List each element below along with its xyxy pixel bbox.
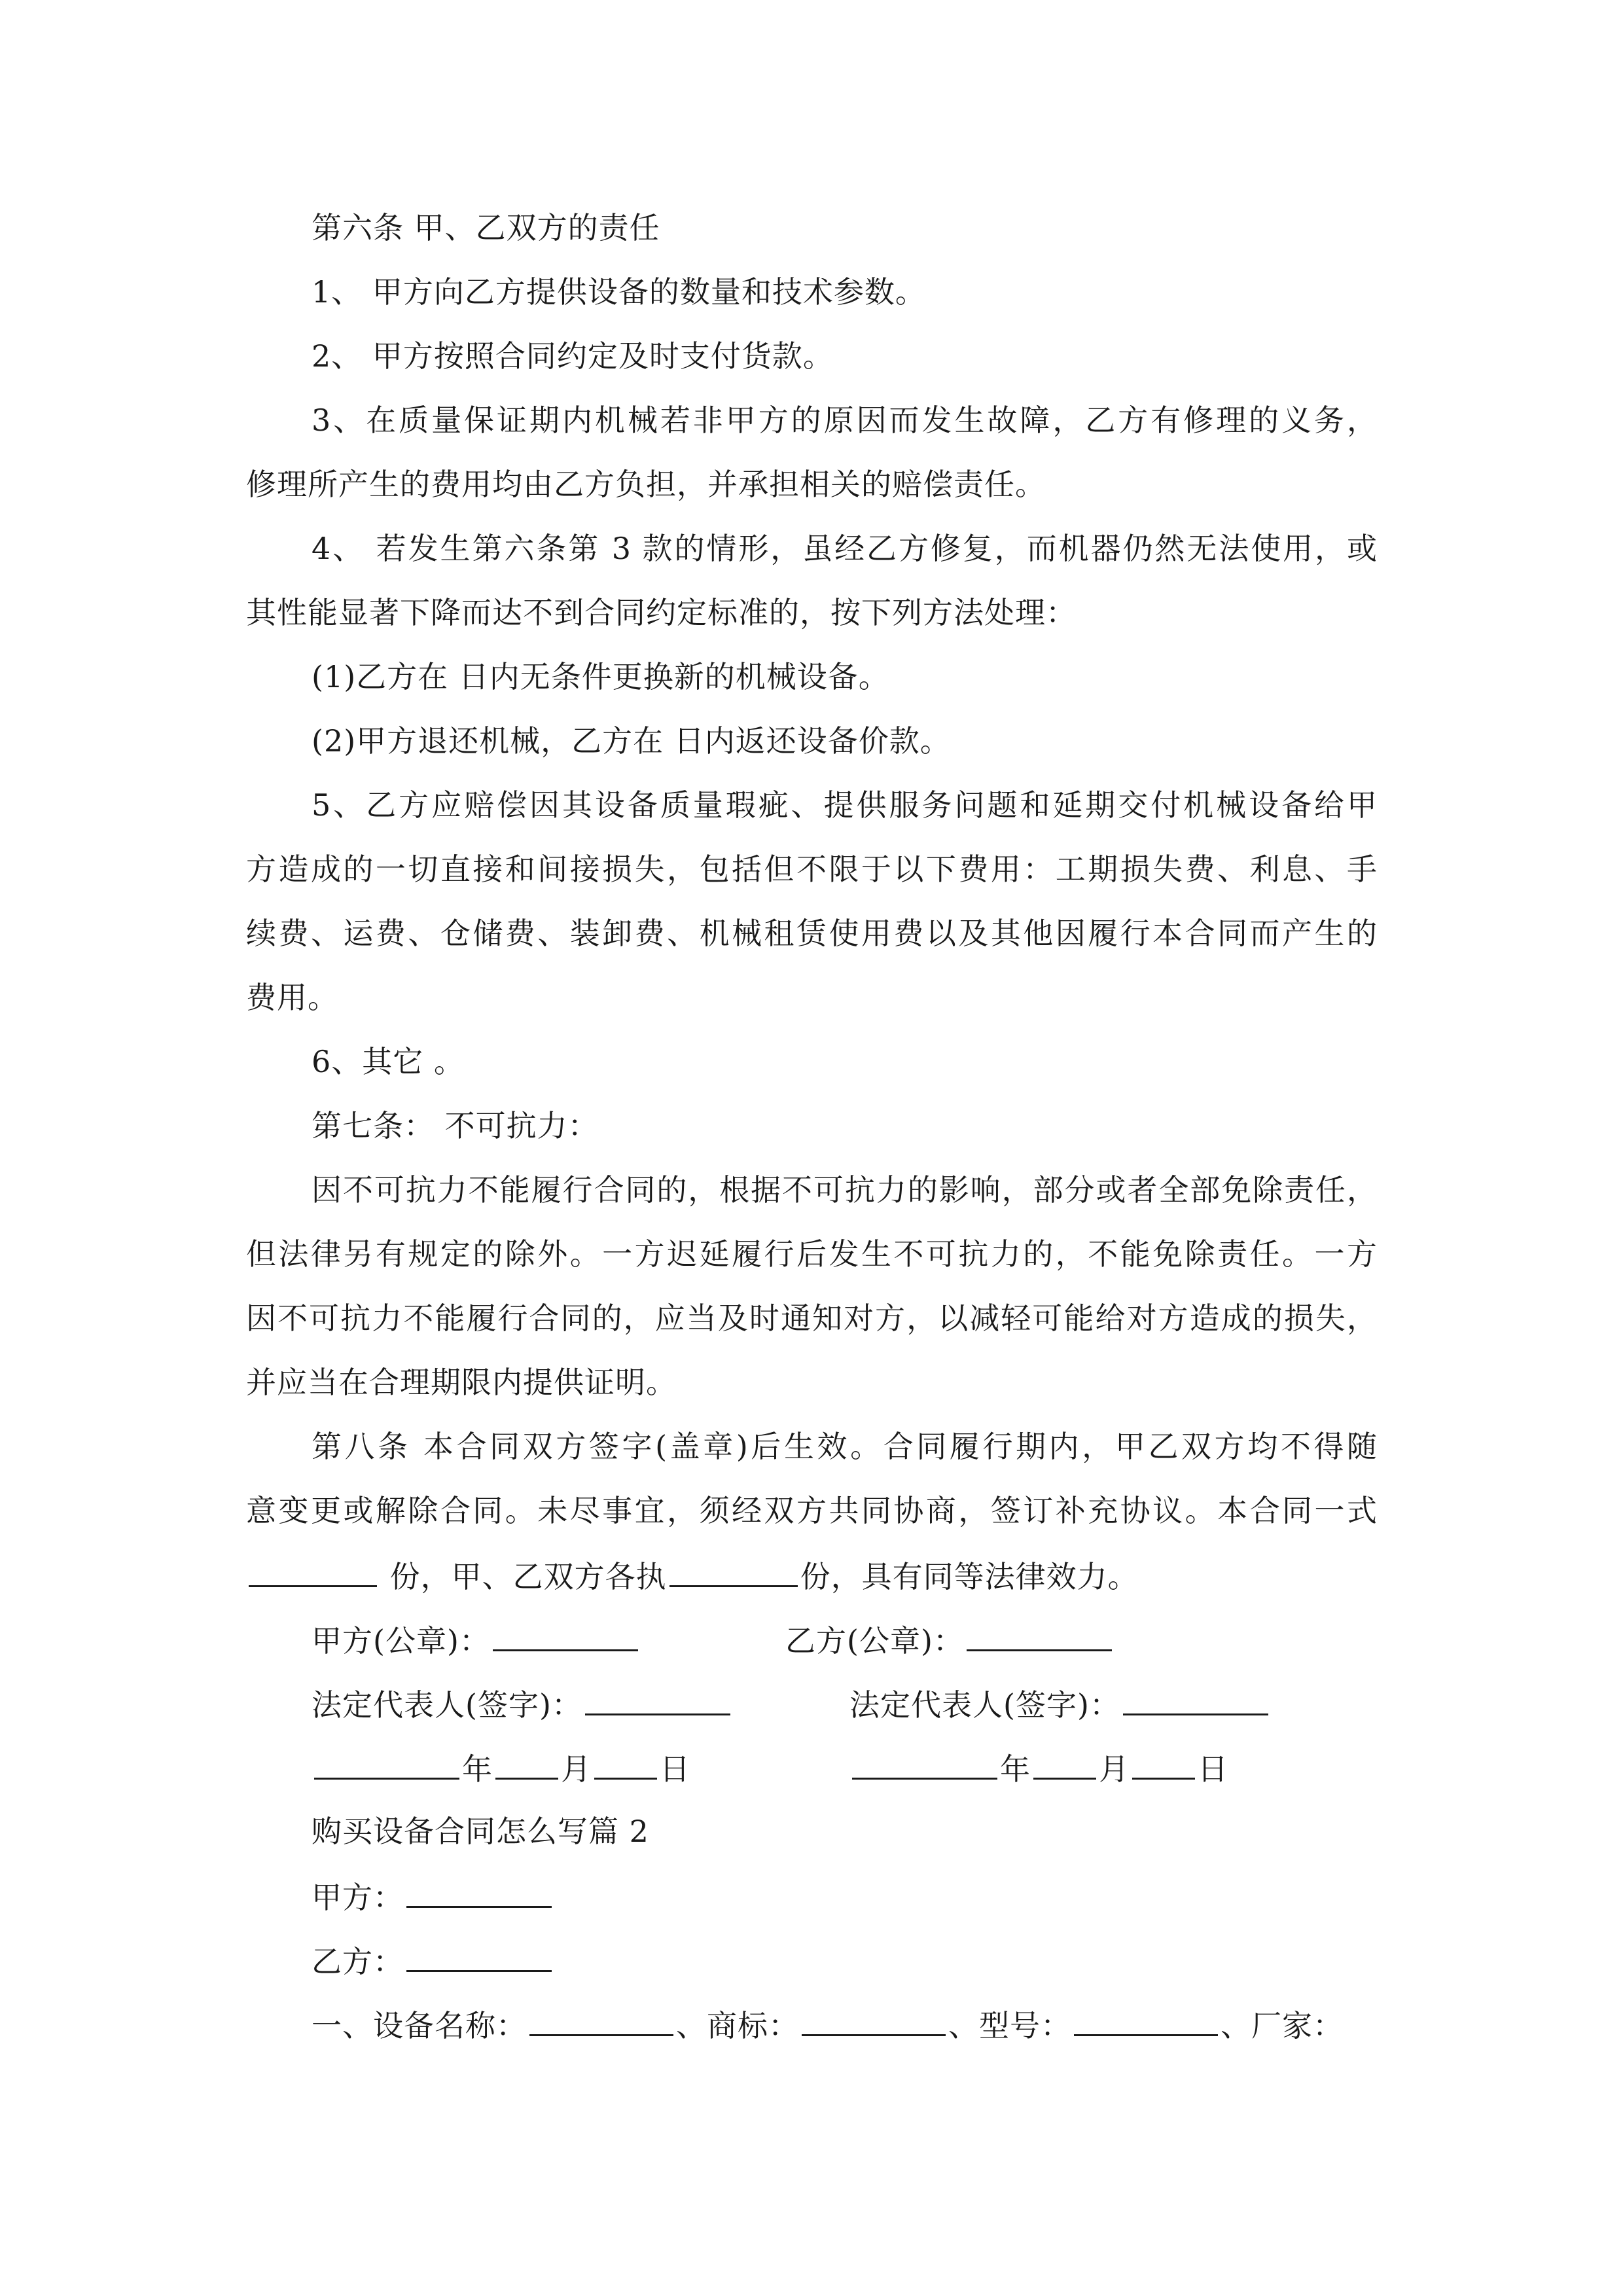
party-b-seal-blank[interactable] [967,1619,1112,1651]
copies-total-blank[interactable] [249,1555,377,1587]
article-6-item-5-line-2: 方造成的一切直接和间接损失，包括但不限于以下费用：工期损失费、利息、手 [246,852,1377,887]
section-2-title: 购买设备合同怎么写篇 2 [312,1814,649,1849]
article-6-item-4-option-1: (1)乙方在 日内无条件更换新的机械设备。 [312,659,889,694]
model-blank[interactable] [1074,2004,1218,2036]
copies-text: 份，甲、乙双方各执 [389,1559,667,1594]
s2-item-1-line [312,2004,1344,2045]
rep-b-label: 法定代表人(签字)： [849,1687,1120,1723]
article-6-item-3-line-2: 修理所产生的费用均由乙方负担，并承担相关的赔偿责任。 [246,467,1046,502]
article-7-paragraph-line-3: 因不可抗力不能履行合同的，应当及时通知对方，以减轻可能给对方造成的损失， [246,1300,1377,1336]
article-6-item-1: 1、 甲方向乙方提供设备的数量和技术参数。 [312,274,926,310]
s2-party-b-label: 乙方： [312,1944,404,1979]
rep-b-line [849,1683,1271,1725]
date-b-day-blank[interactable] [1132,1748,1195,1780]
equipment-name-label: 一、设备名称： [312,2008,527,2043]
date-b-month-blank[interactable] [1033,1748,1096,1780]
date-b-year-label: 年 [1000,1751,1031,1787]
model-label: 、型号： [948,2008,1071,2043]
party-a-seal-blank[interactable] [493,1619,638,1651]
rep-a-blank[interactable] [585,1683,730,1715]
date-a-month-label: 月 [561,1751,592,1787]
party-b-seal-line [785,1619,1115,1660]
article-7-title: 第七条： 不可抗力： [312,1108,599,1143]
date-a-month-blank[interactable] [495,1748,558,1780]
article-6-item-5-line-3: 续费、运费、仓储费、装卸费、机械租赁使用费以及其他因履行本合同而产生的 [246,916,1377,951]
trademark-blank[interactable] [802,2004,946,2036]
date-a-day-label: 日 [660,1751,690,1787]
article-8-line-1: 第八条 本合同双方签字(盖章)后生效。合同履行期内，甲乙双方均不得随 [312,1429,1377,1464]
date-a-day-blank[interactable] [594,1748,657,1780]
article-6-item-5-line-4: 费用。 [246,980,338,1015]
date-b-day-label: 日 [1198,1751,1228,1787]
article-8-line-3 [246,1555,1139,1596]
date-a-line [312,1748,690,1789]
rep-a-line [312,1683,733,1725]
article-6-item-6: 6、其它 。 [312,1044,465,1079]
trademark-label: 、商标： [676,2008,799,2043]
s2-party-a-line [312,1876,554,1917]
date-a-year-blank[interactable] [314,1748,459,1780]
copies-validity-text: 份，具有同等法律效力。 [800,1559,1139,1594]
s2-party-a-label: 甲方： [312,1880,404,1915]
date-b-year-blank[interactable] [852,1748,997,1780]
article-8-line-2: 意变更或解除合同。未尽事宜，须经双方共同协商，签订补充协议。本合同一式 [246,1493,1377,1528]
equipment-name-blank[interactable] [529,2004,673,2036]
s2-party-b-blank[interactable] [406,1940,552,1972]
party-a-seal-line [312,1619,641,1660]
article-6-item-2: 2、 甲方按照合同约定及时支付货款。 [312,338,834,374]
copies-each-blank[interactable] [669,1555,798,1587]
rep-b-blank[interactable] [1123,1683,1268,1715]
article-6-item-5-line-1: 5、乙方应赔偿因其设备质量瑕疵、提供服务问题和延期交付机械设备给甲 [312,787,1377,823]
party-a-seal-label: 甲方(公章)： [312,1623,490,1659]
s2-party-a-blank[interactable] [406,1876,552,1908]
manufacturer-label: 、厂家： [1221,2008,1344,2043]
article-6-item-4-option-2: (2)甲方退还机械，乙方在 日内返还设备价款。 [312,723,951,759]
article-6-item-3-line-1: 3、在质量保证期内机械若非甲方的原因而发生故障，乙方有修理的义务， [312,403,1377,438]
article-7-paragraph-line-2: 但法律另有规定的除外。一方迟延履行后发生不可抗力的，不能免除责任。一方 [246,1236,1377,1272]
date-b-month-label: 月 [1099,1751,1130,1787]
article-6-title: 第六条 甲、乙双方的责任 [312,210,660,245]
date-a-year-label: 年 [462,1751,493,1787]
party-b-seal-label: 乙方(公章)： [785,1623,964,1659]
article-6-item-4-line-1: 4、 若发生第六条第 3 款的情形，虽经乙方修复，而机器仍然无法使用，或 [312,531,1377,566]
rep-a-label: 法定代表人(签字)： [312,1687,582,1723]
s2-party-b-line [312,1940,554,1981]
article-7-paragraph-line-4: 并应当在合理期限内提供证明。 [246,1365,677,1400]
article-7-paragraph-line-1: 因不可抗力不能履行合同的，根据不可抗力的影响，部分或者全部免除责任， [312,1172,1377,1208]
article-6-item-4-line-2: 其性能显著下降而达不到合同约定标准的，按下列方法处理： [246,595,1077,630]
date-b-line [849,1748,1228,1789]
